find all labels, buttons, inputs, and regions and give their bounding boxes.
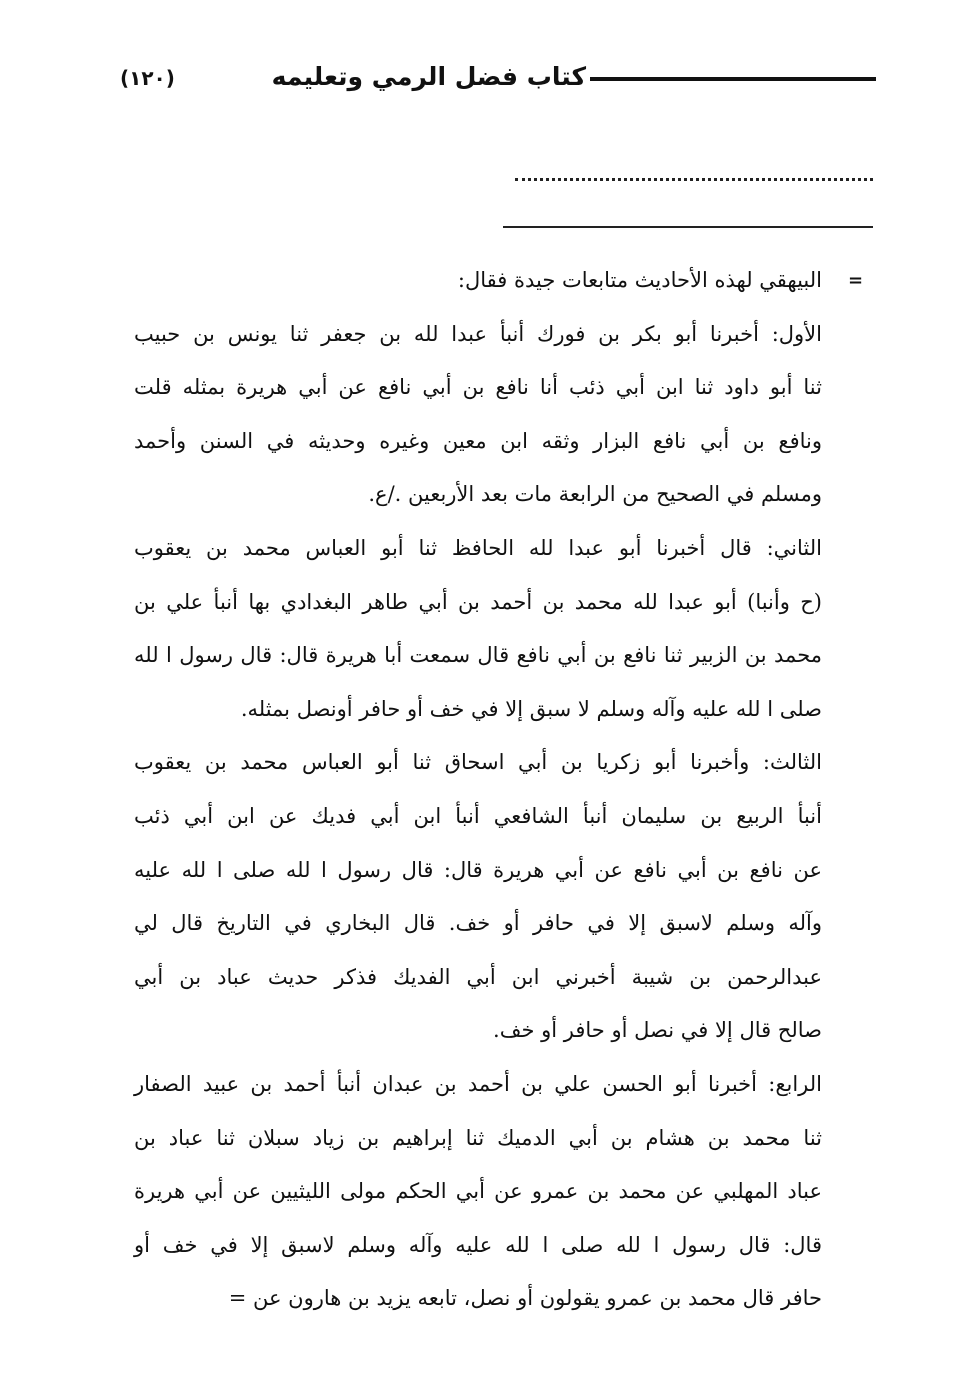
text-line: أنبأ الربيع بن سليمان أنبأ الشافعي أنبأ ابن أبي فديك عن ابن أبي ذئب — [134, 803, 822, 828]
text-line: صلى ا لله عليه وآله وسلم لا سبق إلا في خف أو حافر أونصل بمثله. — [240, 696, 822, 721]
text-line: (ح وأنبا) أبو عبدا لله محمد بن أحمد بن أبي طاهر البغدادي بها أنبأ علي بن — [134, 589, 822, 614]
continuation-mark: = — [848, 270, 864, 291]
dotted-separator — [515, 178, 873, 181]
text-line: الأول: أخبرنا أبو بكر بن فورك أنبأ عبدا لله بن جعفر ثنا يونس بن حبيب — [134, 321, 822, 346]
body-text — [134, 254, 822, 1326]
header-rule — [590, 77, 876, 81]
text-line: عباد المهلبي عن محمد بن عمرو عن أبي الحكم مولى الليثيين عن أبي هريرة — [134, 1179, 822, 1204]
book-title: كتاب فضل الرمي وتعليمه — [271, 62, 586, 91]
text-line: ثنا أبو داود ثنا ابن أبي ذئب أنا نافع بن أبي نافع عن أبي هريرة بمثله قلت — [134, 375, 822, 400]
text-line: وآله وسلم لاسبق إلا في حافر أو خف. قال البخاري في التاريخ قال لي — [134, 911, 822, 936]
text-line: البيهقي لهذه الأحاديث متابعات جيدة فقال: — [457, 268, 822, 292]
text-line: ومسلم في الصحيح من الرابعة مات بعد الأربعين ./ع. — [368, 482, 822, 507]
text-line: قال: قال رسول ا لله صلى ا لله عليه وآله وسلم لاسبق إلا في خف أو — [134, 1232, 822, 1257]
text-line: محمد بن الزبير ثنا نافع بن أبي نافع قال سمعت أبا هريرة قال: قال رسول ا لله — [134, 643, 822, 668]
text-line: ثنا محمد بن هشام بن أبي الدميك ثنا إبراهيم بن زياد سبلان ثنا عباد بن — [134, 1125, 822, 1150]
text-line: ونافع بن أبي نافع البزار وثقه ابن معين وغيره وحديثه في السنن وأحمد — [134, 428, 822, 453]
page-header — [118, 58, 876, 102]
text-line: صالح قال إلا في نصل أو حافر أو خف. — [493, 1018, 822, 1043]
text-line: حافر قال محمد بن عمرو يقولون أو نصل، تابعه يزيد بن هارون عن = — [228, 1286, 822, 1311]
text-line: الثاني: قال أخبرنا أبو عبدا لله الحافظ ثنا أبو العباس محمد بن يعقوب — [134, 535, 822, 560]
text-line: الثالث: وأخبرنا أبو زكريا بن أبي اسحاق ثنا أبو العباس محمد بن يعقوب — [134, 750, 822, 775]
page-number: (١٢٠) — [120, 66, 175, 90]
text-line: الرابع: أخبرنا أبو الحسن علي بن أحمد بن عبدان أنبأ أحمد بن عبيد الصفار — [134, 1071, 822, 1096]
text-line: عن نافع بن أبي نافع عن أبي هريرة قال: قال رسول ا لله صلى ا لله عليه — [134, 857, 822, 882]
text-line: عبدالرحمن بن شيبة أخبرني ابن أبي الفديك فذكر حديث عباد بن أبي — [134, 964, 822, 989]
footnote-rule — [503, 226, 873, 228]
